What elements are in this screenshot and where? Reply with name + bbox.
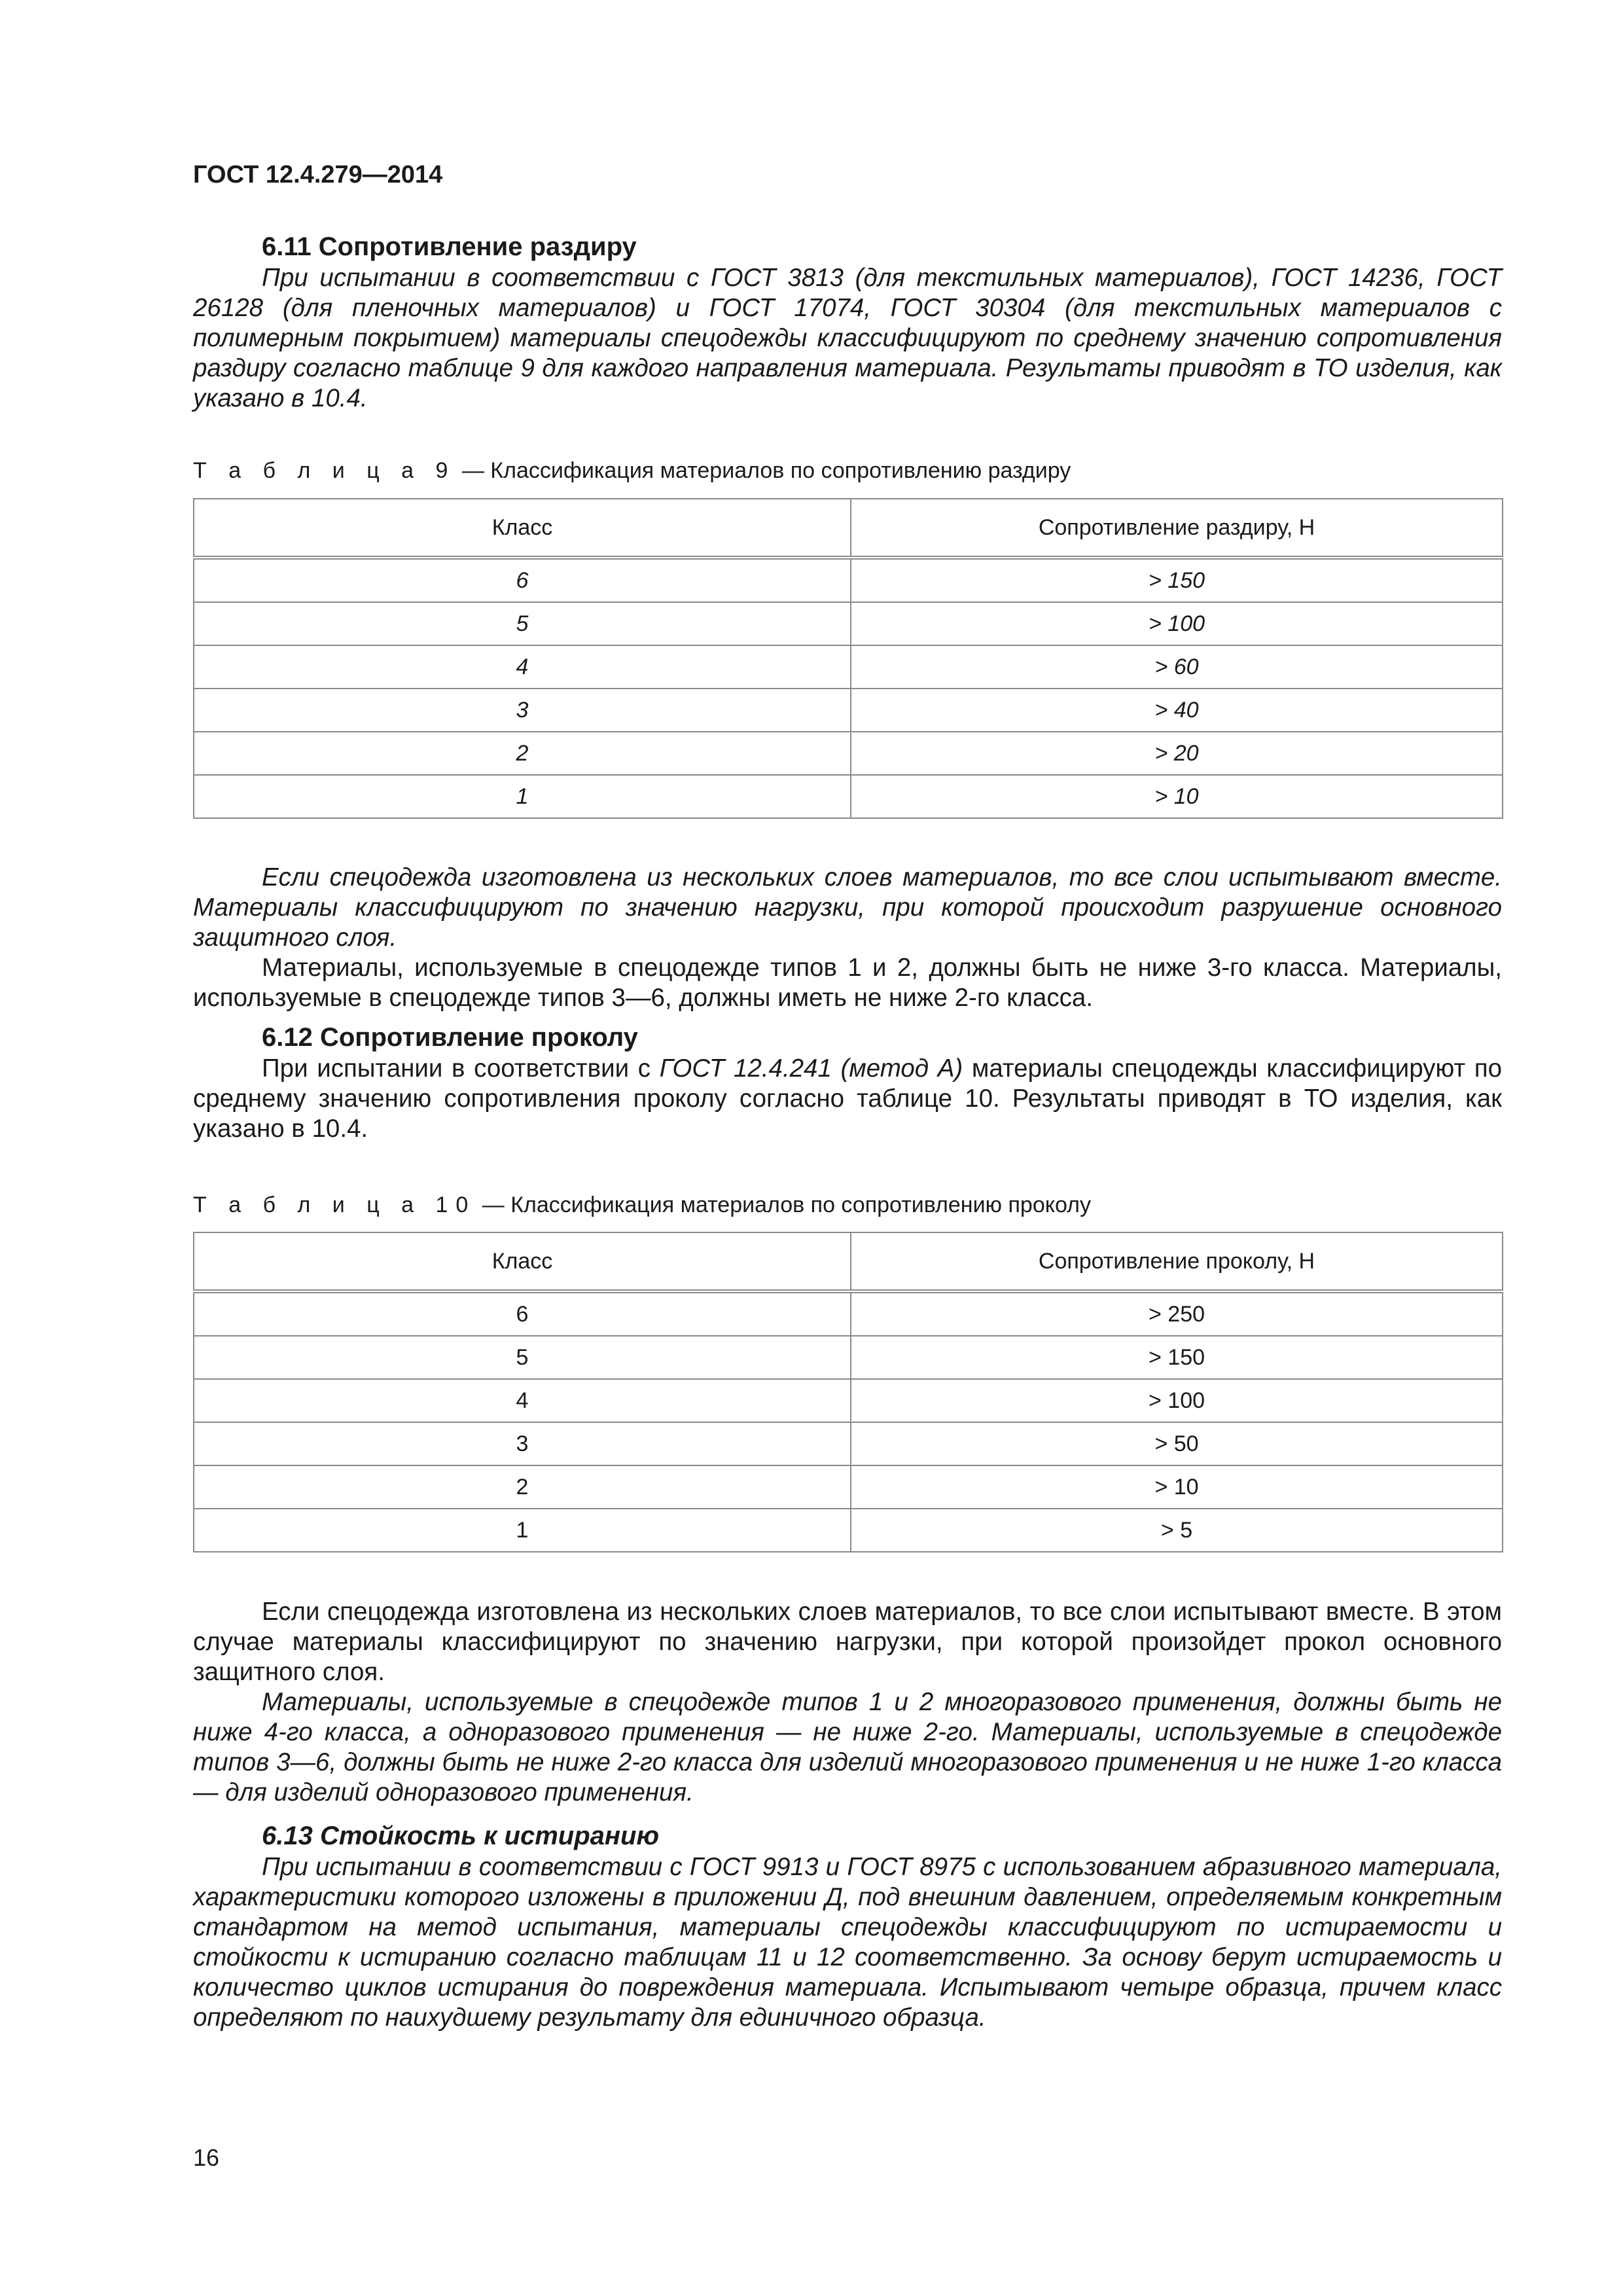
table-cell: 5 [194, 1336, 851, 1379]
section-title-6-11: 6.11 Сопротивление раздиру [262, 232, 637, 261]
table-header-cell: Класс [194, 1232, 851, 1291]
table-cell: 1 [194, 775, 851, 818]
section-6-13 [193, 1820, 1502, 2033]
document-header: ГОСТ 12.4.279—2014 [193, 161, 443, 188]
table-10-caption-prefix: Т а б л и ц а 10 [193, 1193, 476, 1217]
paragraph: Материалы, используемые в спецодежде типов 1 и 2, должны быть не ниже 3-го класса. Материалы, используемые в спецодежде типов 3—6, должны иметь не ниже 2-го класса. [193, 954, 1502, 1012]
table-row [194, 1422, 1503, 1465]
table-cell: > 100 [851, 1379, 1503, 1422]
table-cell: 6 [194, 1291, 851, 1336]
table-cell: > 60 [851, 645, 1503, 689]
table-row [194, 1509, 1503, 1552]
table-9-caption [193, 458, 1071, 484]
text-after-table-9 [193, 863, 1502, 1013]
table-cell: 3 [194, 1422, 851, 1465]
section-6-12 [193, 1021, 1502, 1144]
table-row [194, 1291, 1503, 1336]
table-10 [193, 1232, 1503, 1552]
table-cell: 4 [194, 645, 851, 689]
table-cell: > 40 [851, 689, 1503, 732]
table-row [194, 775, 1503, 818]
table-9-caption-prefix: Т а б л и ц а 9 [193, 458, 456, 483]
table-cell: > 20 [851, 732, 1503, 775]
text-run-italic: ГОСТ 12.4.241 (метод А) [659, 1054, 963, 1083]
section-6-11 [193, 230, 1502, 414]
table-header-cell: Сопротивление раздиру, Н [851, 499, 1503, 558]
table-cell: > 10 [851, 775, 1503, 818]
table-cell: 2 [194, 1465, 851, 1509]
table-cell: 2 [194, 732, 851, 775]
text-run: материалы спецодежды классифицируют по среднему значению сопротивления проколу согласно таблице 10. Результаты приводят в ТО изделия, как указано в 10.4. [193, 1054, 1502, 1143]
table-row [194, 689, 1503, 732]
table-cell: 4 [194, 1379, 851, 1422]
paragraph: При испытании в соответствии с ГОСТ 3813 (для текстильных материалов), ГОСТ 14236, ГОСТ 26128 (для пленочных материалов) и ГОСТ 17074, ГОСТ 30304 (для текстильных материалов с полимерным покрытием) материалы спецодежды классифицируют по среднему значению сопротивления раздиру согласно таблице 9 для каждого направления материала. Результаты приводят в ТО изделия, как указано в 10.4. [193, 264, 1502, 412]
page-number: 16 [193, 2144, 220, 2171]
text-after-table-10 [193, 1597, 1502, 1808]
table-row [194, 558, 1503, 602]
table-cell: 5 [194, 602, 851, 645]
table-9-caption-text: — Классификация материалов по сопротивлению раздиру [455, 458, 1071, 483]
table-cell: 3 [194, 689, 851, 732]
table-row [194, 1465, 1503, 1509]
table-cell: > 250 [851, 1291, 1503, 1336]
table-row [194, 732, 1503, 775]
table-cell: 1 [194, 1509, 851, 1552]
section-title-6-13: 6.13 Стойкость к истиранию [262, 1821, 660, 1850]
table-row [194, 645, 1503, 689]
table-cell: > 150 [851, 558, 1503, 602]
paragraph [193, 1054, 1502, 1144]
table-row [194, 1336, 1503, 1379]
table-cell: > 10 [851, 1465, 1503, 1509]
table-row [194, 602, 1503, 645]
paragraph: Если спецодежда изготовлена из нескольких слоев материалов, то все слои испытывают вместе. Материалы классифицируют по значению нагрузки, при которой происходит разрушение основного защитного слоя. [193, 863, 1502, 952]
text-run: При испытании в соответствии с [262, 1054, 660, 1083]
table-10-caption [193, 1193, 1091, 1218]
table-cell: > 5 [851, 1509, 1503, 1552]
table-10-caption-text: — Классификация материалов по сопротивлению проколу [476, 1193, 1091, 1217]
section-title-6-12: 6.12 Сопротивление проколу [262, 1023, 638, 1052]
table-cell: > 100 [851, 602, 1503, 645]
paragraph: Материалы, используемые в спецодежде типов 1 и 2 многоразового применения, должны быть не ниже 4-го класса, а одноразового применения — не ниже 2-го. Материалы, используемые в спецодежде типов 3—6, должны быть не ниже 2-го класса для изделий многоразового применения и не ниже 1-го класса — для изделий одноразового применения. [193, 1688, 1502, 1806]
table-cell: > 150 [851, 1336, 1503, 1379]
paragraph: Если спецодежда изготовлена из нескольких слоев материалов, то все слои испытывают вместе. В этом случае материалы классифицируют по значению нагрузки, при которой произойдет прокол основного защитного слоя. [193, 1598, 1502, 1686]
table-cell: 6 [194, 558, 851, 602]
table-header-cell: Сопротивление проколу, Н [851, 1232, 1503, 1291]
table-9 [193, 498, 1503, 819]
paragraph: При испытании в соответствии с ГОСТ 9913 и ГОСТ 8975 с использованием абразивного материала, характеристики которого изложены в приложении Д, под внешним давлением, определяемым конкретным стандартом на метод испытания, материалы спецодежды классифицируют по истираемости и стойкости к истиранию согласно таблицам 11 и 12 соответственно. За основу берут истираемость и количество циклов истирания до повреждения материала. Испытывают четыре образца, причем класс определяют по наихудшему результату для единичного образца. [193, 1853, 1502, 2032]
table-row [194, 1379, 1503, 1422]
table-cell: > 50 [851, 1422, 1503, 1465]
table-header-cell: Класс [194, 499, 851, 558]
